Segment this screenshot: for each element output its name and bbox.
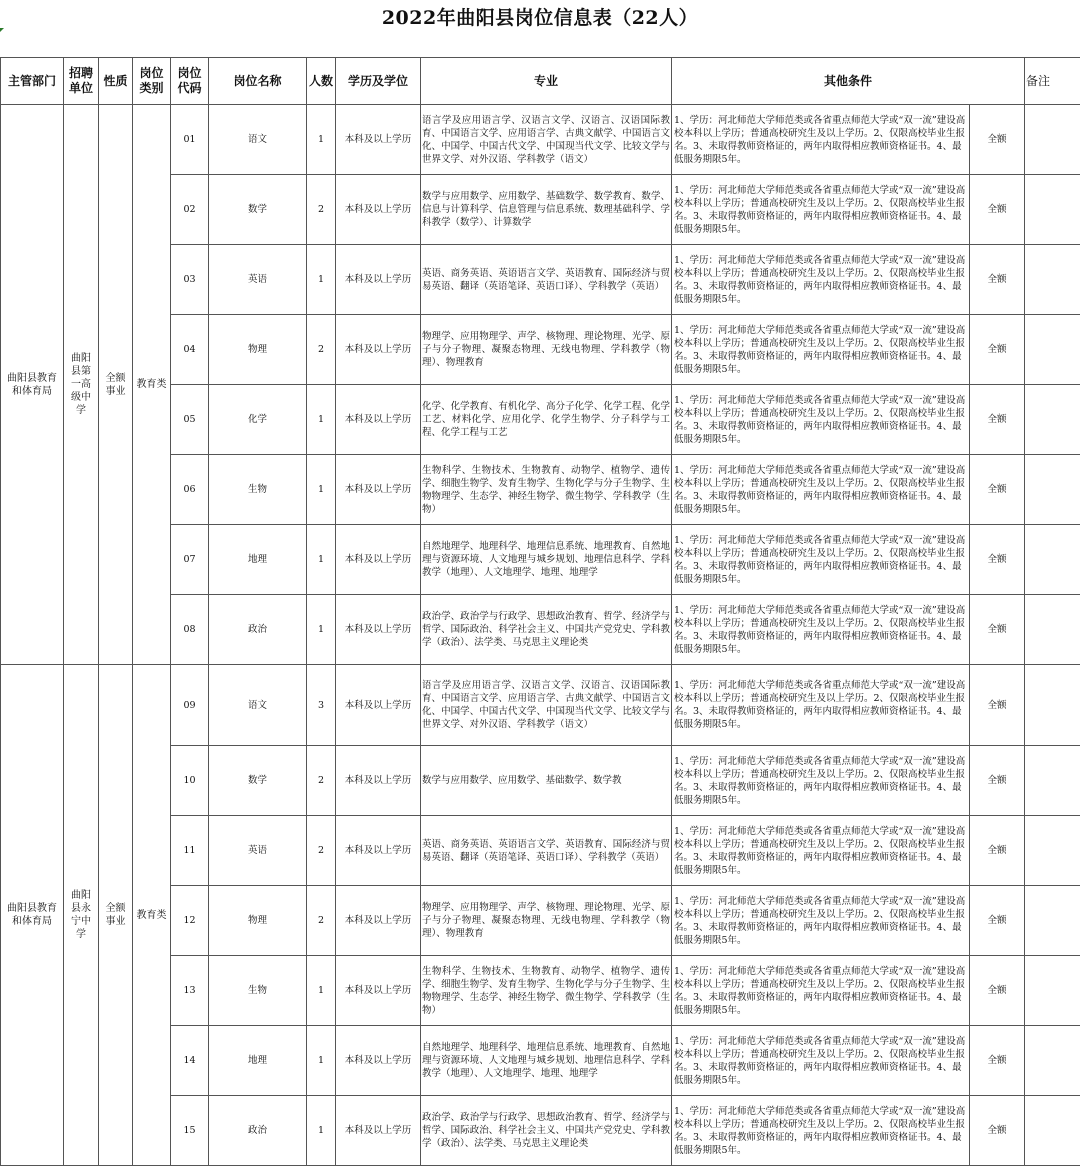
name-cell: 地理 (209, 1026, 307, 1096)
remark-blank-cell (1025, 455, 1080, 525)
remark-cell: 全额 (970, 105, 1025, 175)
name-cell: 化学 (209, 385, 307, 455)
other-cell-text: 1、学历：河北师范大学师范类或各省重点师范大学或“双一流”建设高校本科以上学历；普通高校研究生及以上学历。2、仅限高校毕业生报名。3、未取得教师资格证的，两年内取得相应教师资格证书。4、最低服务期限5年。 (674, 394, 967, 446)
remark-cell: 全额 (970, 455, 1025, 525)
major-cell-text: 数学与应用数学、应用数学、基础数学、数学教育、数学、信息与计算科学、信息管理与信息系统、数理基础科学、学科教学（数学）、计算数学 (422, 190, 670, 229)
major-cell (421, 385, 672, 455)
remark-blank-cell (1025, 525, 1080, 595)
name-cell: 政治 (209, 1096, 307, 1166)
count-cell: 3 (307, 665, 336, 746)
major-cell (421, 455, 672, 525)
remark-cell: 全额 (970, 1026, 1025, 1096)
other-cell (672, 175, 970, 245)
table-row (1, 105, 1080, 175)
major-cell (421, 1026, 672, 1096)
remark-blank-cell (1025, 315, 1080, 385)
major-cell-text: 语言学及应用语言学、汉语言文学、汉语言、汉语国际教育、中国语言文学、应用语言学、古典文献学、中国语言文化、中国学、中国古代文学、中国现当代文学、比较文学与世界文学、对外汉语、学科教学（语文） (422, 679, 670, 731)
count-cell: 2 (307, 175, 336, 245)
major-cell-text: 自然地理学、地理科学、地理信息系统、地理教育、自然地理与资源环境、人文地理与城乡规划、地理信息科学、学科教学（地理）、人文地理学、地理、地理学 (422, 1041, 670, 1080)
major-cell (421, 175, 672, 245)
nature-cell: 全额事业 (99, 105, 133, 665)
edu-cell: 本科及以上学历 (336, 455, 421, 525)
major-cell-text: 语言学及应用语言学、汉语言文学、汉语言、汉语国际教育、中国语言文学、应用语言学、古典文献学、中国语言文化、中国学、中国古代文学、中国现当代文学、比较文学与世界文学、对外汉语、学科教学（语文） (422, 114, 670, 166)
dept-cell: 曲阳县教育和体育局 (1, 105, 64, 665)
code-cell: 07 (171, 525, 209, 595)
name-cell: 语文 (209, 665, 307, 746)
name-cell: 英语 (209, 816, 307, 886)
major-cell-text: 生物科学、生物技术、生物教育、动物学、植物学、遗传学、细胞生物学、发育生物学、生物化学与分子生物学、生物物理学、生态学、神经生物学、微生物学、学科教学（生物） (422, 965, 670, 1017)
header-count: 人数 (307, 58, 336, 105)
remark-blank-cell (1025, 956, 1080, 1026)
code-cell: 06 (171, 455, 209, 525)
remark-blank-cell (1025, 1096, 1080, 1166)
other-cell (672, 665, 970, 746)
other-cell-text: 1、学历：河北师范大学师范类或各省重点师范大学或“双一流”建设高校本科以上学历；普通高校研究生及以上学历。2、仅限高校毕业生报名。3、未取得教师资格证的，两年内取得相应教师资格证书。4、最低服务期限5年。 (674, 755, 967, 807)
remark-cell: 全额 (970, 886, 1025, 956)
edu-cell: 本科及以上学历 (336, 956, 421, 1026)
edu-cell: 本科及以上学历 (336, 595, 421, 665)
other-cell-text: 1、学历：河北师范大学师范类或各省重点师范大学或“双一流”建设高校本科以上学历；普通高校研究生及以上学历。2、仅限高校毕业生报名。3、未取得教师资格证的，两年内取得相应教师资格证书。4、最低服务期限5年。 (674, 254, 967, 306)
remark-cell: 全额 (970, 525, 1025, 595)
code-cell: 10 (171, 746, 209, 816)
major-cell-text: 物理学、应用物理学、声学、核物理、理论物理、光学、原子与分子物理、凝聚态物理、无线电物理、学科教学（物理）、物理教育 (422, 330, 670, 369)
position-table (0, 57, 1080, 1166)
code-cell: 13 (171, 956, 209, 1026)
cell-marker (0, 28, 4, 32)
other-cell (672, 886, 970, 956)
name-cell: 生物 (209, 455, 307, 525)
edu-cell: 本科及以上学历 (336, 105, 421, 175)
code-cell: 02 (171, 175, 209, 245)
remark-blank-cell (1025, 175, 1080, 245)
name-cell: 地理 (209, 525, 307, 595)
count-cell: 1 (307, 956, 336, 1026)
remark-cell: 全额 (970, 1096, 1025, 1166)
edu-cell: 本科及以上学历 (336, 385, 421, 455)
edu-cell: 本科及以上学历 (336, 886, 421, 956)
other-cell (672, 315, 970, 385)
other-cell-text: 1、学历：河北师范大学师范类或各省重点师范大学或“双一流”建设高校本科以上学历；普通高校研究生及以上学历。2、仅限高校毕业生报名。3、未取得教师资格证的，两年内取得相应教师资格证书。4、最低服务期限5年。 (674, 534, 967, 586)
header-unit: 招聘单位 (64, 58, 99, 105)
category-cell: 教育类 (133, 665, 171, 1166)
unit-cell: 曲阳县永宁中学 (64, 665, 99, 1166)
other-cell (672, 105, 970, 175)
code-cell: 14 (171, 1026, 209, 1096)
remark-blank-cell (1025, 105, 1080, 175)
major-cell-text: 数学与应用数学、应用数学、基础数学、数学教 (422, 774, 670, 787)
count-cell: 1 (307, 385, 336, 455)
major-cell-text: 英语、商务英语、英语语言文学、英语教育、国际经济与贸易英语、翻译（英语笔译、英语口译）、学科教学（英语） (422, 267, 670, 293)
major-cell (421, 595, 672, 665)
code-cell: 12 (171, 886, 209, 956)
name-cell: 数学 (209, 175, 307, 245)
other-cell (672, 956, 970, 1026)
edu-cell: 本科及以上学历 (336, 315, 421, 385)
code-cell: 11 (171, 816, 209, 886)
name-cell: 物理 (209, 886, 307, 956)
edu-cell: 本科及以上学历 (336, 175, 421, 245)
edu-cell: 本科及以上学历 (336, 525, 421, 595)
count-cell: 2 (307, 886, 336, 956)
other-cell-text: 1、学历：河北师范大学师范类或各省重点师范大学或“双一流”建设高校本科以上学历；普通高校研究生及以上学历。2、仅限高校毕业生报名。3、未取得教师资格证的，两年内取得相应教师资格证书。4、最低服务期限5年。 (674, 679, 967, 731)
remark-blank-cell (1025, 595, 1080, 665)
category-cell: 教育类 (133, 105, 171, 665)
count-cell: 1 (307, 105, 336, 175)
count-cell: 1 (307, 1026, 336, 1096)
remark-blank-cell (1025, 245, 1080, 315)
major-cell-text: 英语、商务英语、英语语言文学、英语教育、国际经济与贸易英语、翻译（英语笔译、英语口译）、学科教学（英语） (422, 838, 670, 864)
header-row (1, 58, 1080, 105)
count-cell: 1 (307, 455, 336, 525)
header-edu: 学历及学位 (336, 58, 421, 105)
other-cell (672, 816, 970, 886)
other-cell (672, 245, 970, 315)
major-cell (421, 886, 672, 956)
other-cell-text: 1、学历：河北师范大学师范类或各省重点师范大学或“双一流”建设高校本科以上学历；普通高校研究生及以上学历。2、仅限高校毕业生报名。3、未取得教师资格证的，两年内取得相应教师资格证书。4、最低服务期限5年。 (674, 464, 967, 516)
name-cell: 生物 (209, 956, 307, 1026)
major-cell-text: 自然地理学、地理科学、地理信息系统、地理教育、自然地理与资源环境、人文地理与城乡规划、地理信息科学、学科教学（地理）、人文地理学、地理、地理学 (422, 540, 670, 579)
header-code: 岗位代码 (171, 58, 209, 105)
other-cell-text: 1、学历：河北师范大学师范类或各省重点师范大学或“双一流”建设高校本科以上学历；普通高校研究生及以上学历。2、仅限高校毕业生报名。3、未取得教师资格证的，两年内取得相应教师资格证书。4、最低服务期限5年。 (674, 604, 967, 656)
remark-cell: 全额 (970, 245, 1025, 315)
other-cell-text: 1、学历：河北师范大学师范类或各省重点师范大学或“双一流”建设高校本科以上学历；普通高校研究生及以上学历。2、仅限高校毕业生报名。3、未取得教师资格证的，两年内取得相应教师资格证书。4、最低服务期限5年。 (674, 114, 967, 166)
remark-blank-cell (1025, 385, 1080, 455)
major-cell (421, 816, 672, 886)
major-cell-text: 生物科学、生物技术、生物教育、动物学、植物学、遗传学、细胞生物学、发育生物学、生物化学与分子生物学、生物物理学、生态学、神经生物学、微生物学、学科教学（生物） (422, 464, 670, 516)
remark-blank-cell (1025, 746, 1080, 816)
remark-cell: 全额 (970, 175, 1025, 245)
other-cell-text: 1、学历：河北师范大学师范类或各省重点师范大学或“双一流”建设高校本科以上学历；普通高校研究生及以上学历。2、仅限高校毕业生报名。3、未取得教师资格证的，两年内取得相应教师资格证书。4、最低服务期限5年。 (674, 1035, 967, 1087)
count-cell: 1 (307, 245, 336, 315)
remark-cell: 全额 (970, 315, 1025, 385)
count-cell: 2 (307, 816, 336, 886)
other-cell (672, 746, 970, 816)
remark-cell: 全额 (970, 816, 1025, 886)
major-cell (421, 746, 672, 816)
code-cell: 03 (171, 245, 209, 315)
name-cell: 英语 (209, 245, 307, 315)
count-cell: 2 (307, 746, 336, 816)
edu-cell: 本科及以上学历 (336, 245, 421, 315)
other-cell (672, 1026, 970, 1096)
remark-cell: 全额 (970, 595, 1025, 665)
code-cell: 08 (171, 595, 209, 665)
table-body (1, 105, 1080, 1166)
remark-blank-cell (1025, 1026, 1080, 1096)
other-cell (672, 385, 970, 455)
major-cell-text: 物理学、应用物理学、声学、核物理、理论物理、光学、原子与分子物理、凝聚态物理、无线电物理、学科教学（物理）、物理教育 (422, 901, 670, 940)
other-cell-text: 1、学历：河北师范大学师范类或各省重点师范大学或“双一流”建设高校本科以上学历；普通高校研究生及以上学历。2、仅限高校毕业生报名。3、未取得教师资格证的，两年内取得相应教师资格证书。4、最低服务期限5年。 (674, 895, 967, 947)
other-cell (672, 595, 970, 665)
header-major: 专业 (421, 58, 672, 105)
edu-cell: 本科及以上学历 (336, 1096, 421, 1166)
count-cell: 2 (307, 315, 336, 385)
count-cell: 1 (307, 1096, 336, 1166)
edu-cell: 本科及以上学历 (336, 816, 421, 886)
edu-cell: 本科及以上学历 (336, 665, 421, 746)
major-cell (421, 105, 672, 175)
edu-cell: 本科及以上学历 (336, 1026, 421, 1096)
other-cell-text: 1、学历：河北师范大学师范类或各省重点师范大学或“双一流”建设高校本科以上学历；普通高校研究生及以上学历。2、仅限高校毕业生报名。3、未取得教师资格证的，两年内取得相应教师资格证书。4、最低服务期限5年。 (674, 1105, 967, 1157)
other-cell (672, 1096, 970, 1166)
other-cell-text: 1、学历：河北师范大学师范类或各省重点师范大学或“双一流”建设高校本科以上学历；普通高校研究生及以上学历。2、仅限高校毕业生报名。3、未取得教师资格证的，两年内取得相应教师资格证书。4、最低服务期限5年。 (674, 184, 967, 236)
remark-cell: 全额 (970, 385, 1025, 455)
name-cell: 物理 (209, 315, 307, 385)
header-category: 岗位类别 (133, 58, 171, 105)
page-title: 2022年曲阳县岗位信息表（22人） (0, 0, 1080, 36)
major-cell (421, 525, 672, 595)
header-dept: 主管部门 (1, 58, 64, 105)
count-cell: 1 (307, 525, 336, 595)
table-row (1, 665, 1080, 746)
remark-cell: 全额 (970, 956, 1025, 1026)
other-cell-text: 1、学历：河北师范大学师范类或各省重点师范大学或“双一流”建设高校本科以上学历；普通高校研究生及以上学历。2、仅限高校毕业生报名。3、未取得教师资格证的，两年内取得相应教师资格证书。4、最低服务期限5年。 (674, 825, 967, 877)
major-cell-text: 政治学、政治学与行政学、思想政治教育、哲学、经济学与哲学、国际政治、科学社会主义、中国共产党党史、学科教学（政治）、法学类、马克思主义理论类 (422, 610, 670, 649)
major-cell (421, 956, 672, 1026)
major-cell-text: 化学、化学教育、有机化学、高分子化学、化学工程、化学工艺、材料化学、应用化学、化学生物学、分子科学与工程、化学工程与工艺 (422, 400, 670, 439)
dept-cell: 曲阳县教育和体育局 (1, 665, 64, 1166)
header-nature: 性质 (99, 58, 133, 105)
code-cell: 15 (171, 1096, 209, 1166)
remark-blank-cell (1025, 886, 1080, 956)
remark-blank-cell (1025, 816, 1080, 886)
edu-cell: 本科及以上学历 (336, 746, 421, 816)
major-cell-text: 政治学、政治学与行政学、思想政治教育、哲学、经济学与哲学、国际政治、科学社会主义、中国共产党党史、学科教学（政治）、法学类、马克思主义理论类 (422, 1111, 670, 1150)
name-cell: 语文 (209, 105, 307, 175)
major-cell (421, 1096, 672, 1166)
major-cell (421, 245, 672, 315)
other-cell-text: 1、学历：河北师范大学师范类或各省重点师范大学或“双一流”建设高校本科以上学历；普通高校研究生及以上学历。2、仅限高校毕业生报名。3、未取得教师资格证的，两年内取得相应教师资格证书。4、最低服务期限5年。 (674, 324, 967, 376)
name-cell: 政治 (209, 595, 307, 665)
major-cell (421, 315, 672, 385)
remark-cell: 全额 (970, 665, 1025, 746)
major-cell (421, 665, 672, 746)
header-name: 岗位名称 (209, 58, 307, 105)
unit-cell: 曲阳县第一高级中学 (64, 105, 99, 665)
code-cell: 01 (171, 105, 209, 175)
header-other: 其他条件 (672, 58, 1025, 105)
count-cell: 1 (307, 595, 336, 665)
code-cell: 04 (171, 315, 209, 385)
code-cell: 05 (171, 385, 209, 455)
nature-cell: 全额事业 (99, 665, 133, 1166)
header-remark: 备注 (1025, 58, 1080, 105)
other-cell (672, 525, 970, 595)
remark-blank-cell (1025, 665, 1080, 746)
remark-cell: 全额 (970, 746, 1025, 816)
other-cell (672, 455, 970, 525)
other-cell-text: 1、学历：河北师范大学师范类或各省重点师范大学或“双一流”建设高校本科以上学历；普通高校研究生及以上学历。2、仅限高校毕业生报名。3、未取得教师资格证的，两年内取得相应教师资格证书。4、最低服务期限5年。 (674, 965, 967, 1017)
name-cell: 数学 (209, 746, 307, 816)
code-cell: 09 (171, 665, 209, 746)
